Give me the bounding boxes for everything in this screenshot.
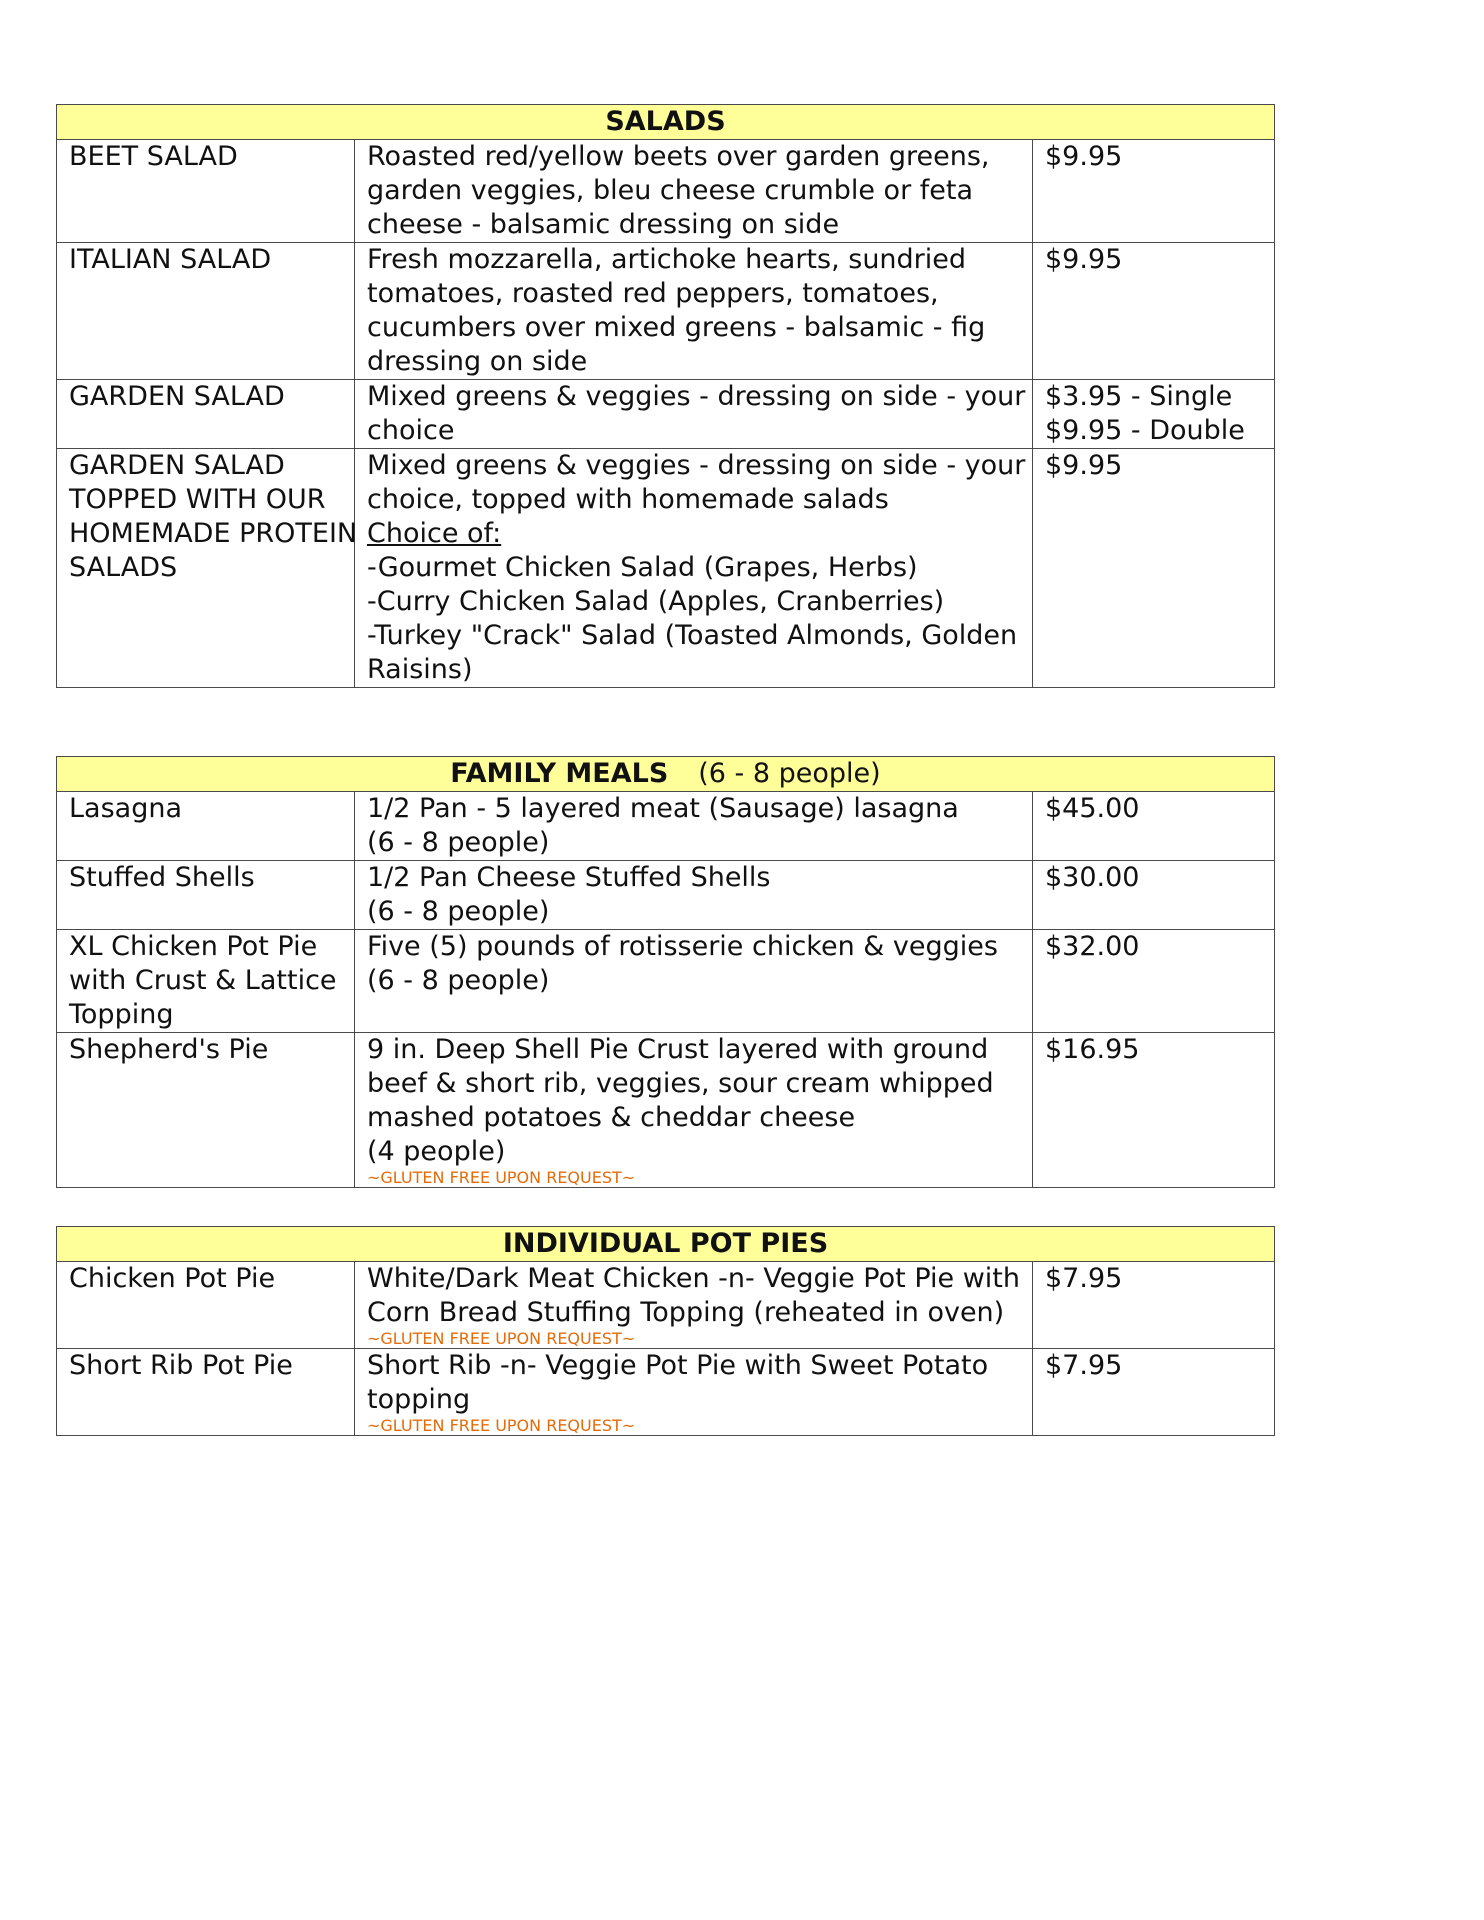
item-description: Mixed greens & veggies - dressing on side - your choice, topped with homemade salads Choice of: -Gourmet Chicken Salad (Grapes, Herbs) -Curry Chicken Salad (Apples, Cranberries) -Turkey "Crack" Salad (Toasted Almonds, Golden Raisins) <box>355 449 1033 688</box>
item-description: 1/2 Pan Cheese Stuffed Shells (6 - 8 people) <box>355 861 1033 930</box>
list-item: Raisins) <box>367 654 473 685</box>
item-description: Mixed greens & veggies - dressing on side - your choice <box>355 380 1033 449</box>
section-title-salads: SALADS <box>57 105 1275 140</box>
item-price: $7.95 <box>1033 1262 1275 1349</box>
choice-label: Choice of: <box>367 518 502 549</box>
item-name: ITALIAN SALAD <box>57 243 355 380</box>
item-price: $45.00 <box>1033 792 1275 861</box>
list-item: -Curry Chicken Salad (Apples, Cranberries) <box>367 586 945 617</box>
table-row <box>57 449 1275 688</box>
item-price: $32.00 <box>1033 930 1275 1033</box>
item-price: $3.95 - Single $9.95 - Double <box>1033 380 1275 449</box>
item-price: $9.95 <box>1033 140 1275 243</box>
section-title: FAMILY MEALS <box>450 758 669 789</box>
gluten-free-note: ~GLUTEN FREE UPON REQUEST~ <box>367 1416 636 1435</box>
item-description: Short Rib -n- Veggie Pot Pie with Sweet Potato topping ~GLUTEN FREE UPON REQUEST~ <box>355 1349 1033 1436</box>
item-name: GARDEN SALAD TOPPED WITH OUR HOMEMADE PROTEIN SALADS <box>57 449 355 688</box>
list-item: -Gourmet Chicken Salad (Grapes, Herbs) <box>367 552 918 583</box>
item-description: Fresh mozzarella, artichoke hearts, sundried tomatoes, roasted red peppers, tomatoes, cucumbers over mixed greens - balsamic - fig dressing on side <box>355 243 1033 380</box>
item-name: BEET SALAD <box>57 140 355 243</box>
section-subtitle: (6 - 8 people) <box>698 758 881 789</box>
item-price: $16.95 <box>1033 1033 1275 1188</box>
table-row <box>57 243 1275 380</box>
list-item: -Turkey "Crack" Salad (Toasted Almonds, Golden <box>367 620 1018 651</box>
item-name: XL Chicken Pot Pie with Crust & Lattice Topping <box>57 930 355 1033</box>
item-description: Five (5) pounds of rotisserie chicken & veggies (6 - 8 people) <box>355 930 1033 1033</box>
item-price: $7.95 <box>1033 1349 1275 1436</box>
table-row <box>57 1262 1275 1349</box>
family-meals-table <box>56 756 1275 1188</box>
item-price: $30.00 <box>1033 861 1275 930</box>
salads-table <box>56 104 1275 688</box>
table-row <box>57 140 1275 243</box>
item-description: Roasted red/yellow beets over garden greens, garden veggies, bleu cheese crumble or feta cheese - balsamic dressing on side <box>355 140 1033 243</box>
gluten-free-note: ~GLUTEN FREE UPON REQUEST~ <box>367 1168 636 1187</box>
table-row <box>57 861 1275 930</box>
item-name: GARDEN SALAD <box>57 380 355 449</box>
item-price: $9.95 <box>1033 243 1275 380</box>
table-row <box>57 1349 1275 1436</box>
item-name: Lasagna <box>57 792 355 861</box>
section-title-pot-pies: INDIVIDUAL POT PIES <box>57 1227 1275 1262</box>
table-row <box>57 930 1275 1033</box>
item-description: White/Dark Meat Chicken -n- Veggie Pot Pie with Corn Bread Stuffing Topping (reheated in oven) ~GLUTEN FREE UPON REQUEST~ <box>355 1262 1033 1349</box>
item-price: $9.95 <box>1033 449 1275 688</box>
gluten-free-note: ~GLUTEN FREE UPON REQUEST~ <box>367 1329 636 1348</box>
item-name: Shepherd's Pie <box>57 1033 355 1188</box>
item-description: 9 in. Deep Shell Pie Crust layered with ground beef & short rib, veggies, sour cream whipped mashed potatoes & cheddar cheese (4 people) ~GLUTEN FREE UPON REQUEST~ <box>355 1033 1033 1188</box>
table-row <box>57 1033 1275 1188</box>
item-name: Chicken Pot Pie <box>57 1262 355 1349</box>
pot-pies-table <box>56 1226 1275 1436</box>
section-title-family-meals <box>57 757 1275 792</box>
item-description: 1/2 Pan - 5 layered meat (Sausage) lasagna (6 - 8 people) <box>355 792 1033 861</box>
table-row <box>57 380 1275 449</box>
item-name: Stuffed Shells <box>57 861 355 930</box>
item-name: Short Rib Pot Pie <box>57 1349 355 1436</box>
table-row <box>57 792 1275 861</box>
